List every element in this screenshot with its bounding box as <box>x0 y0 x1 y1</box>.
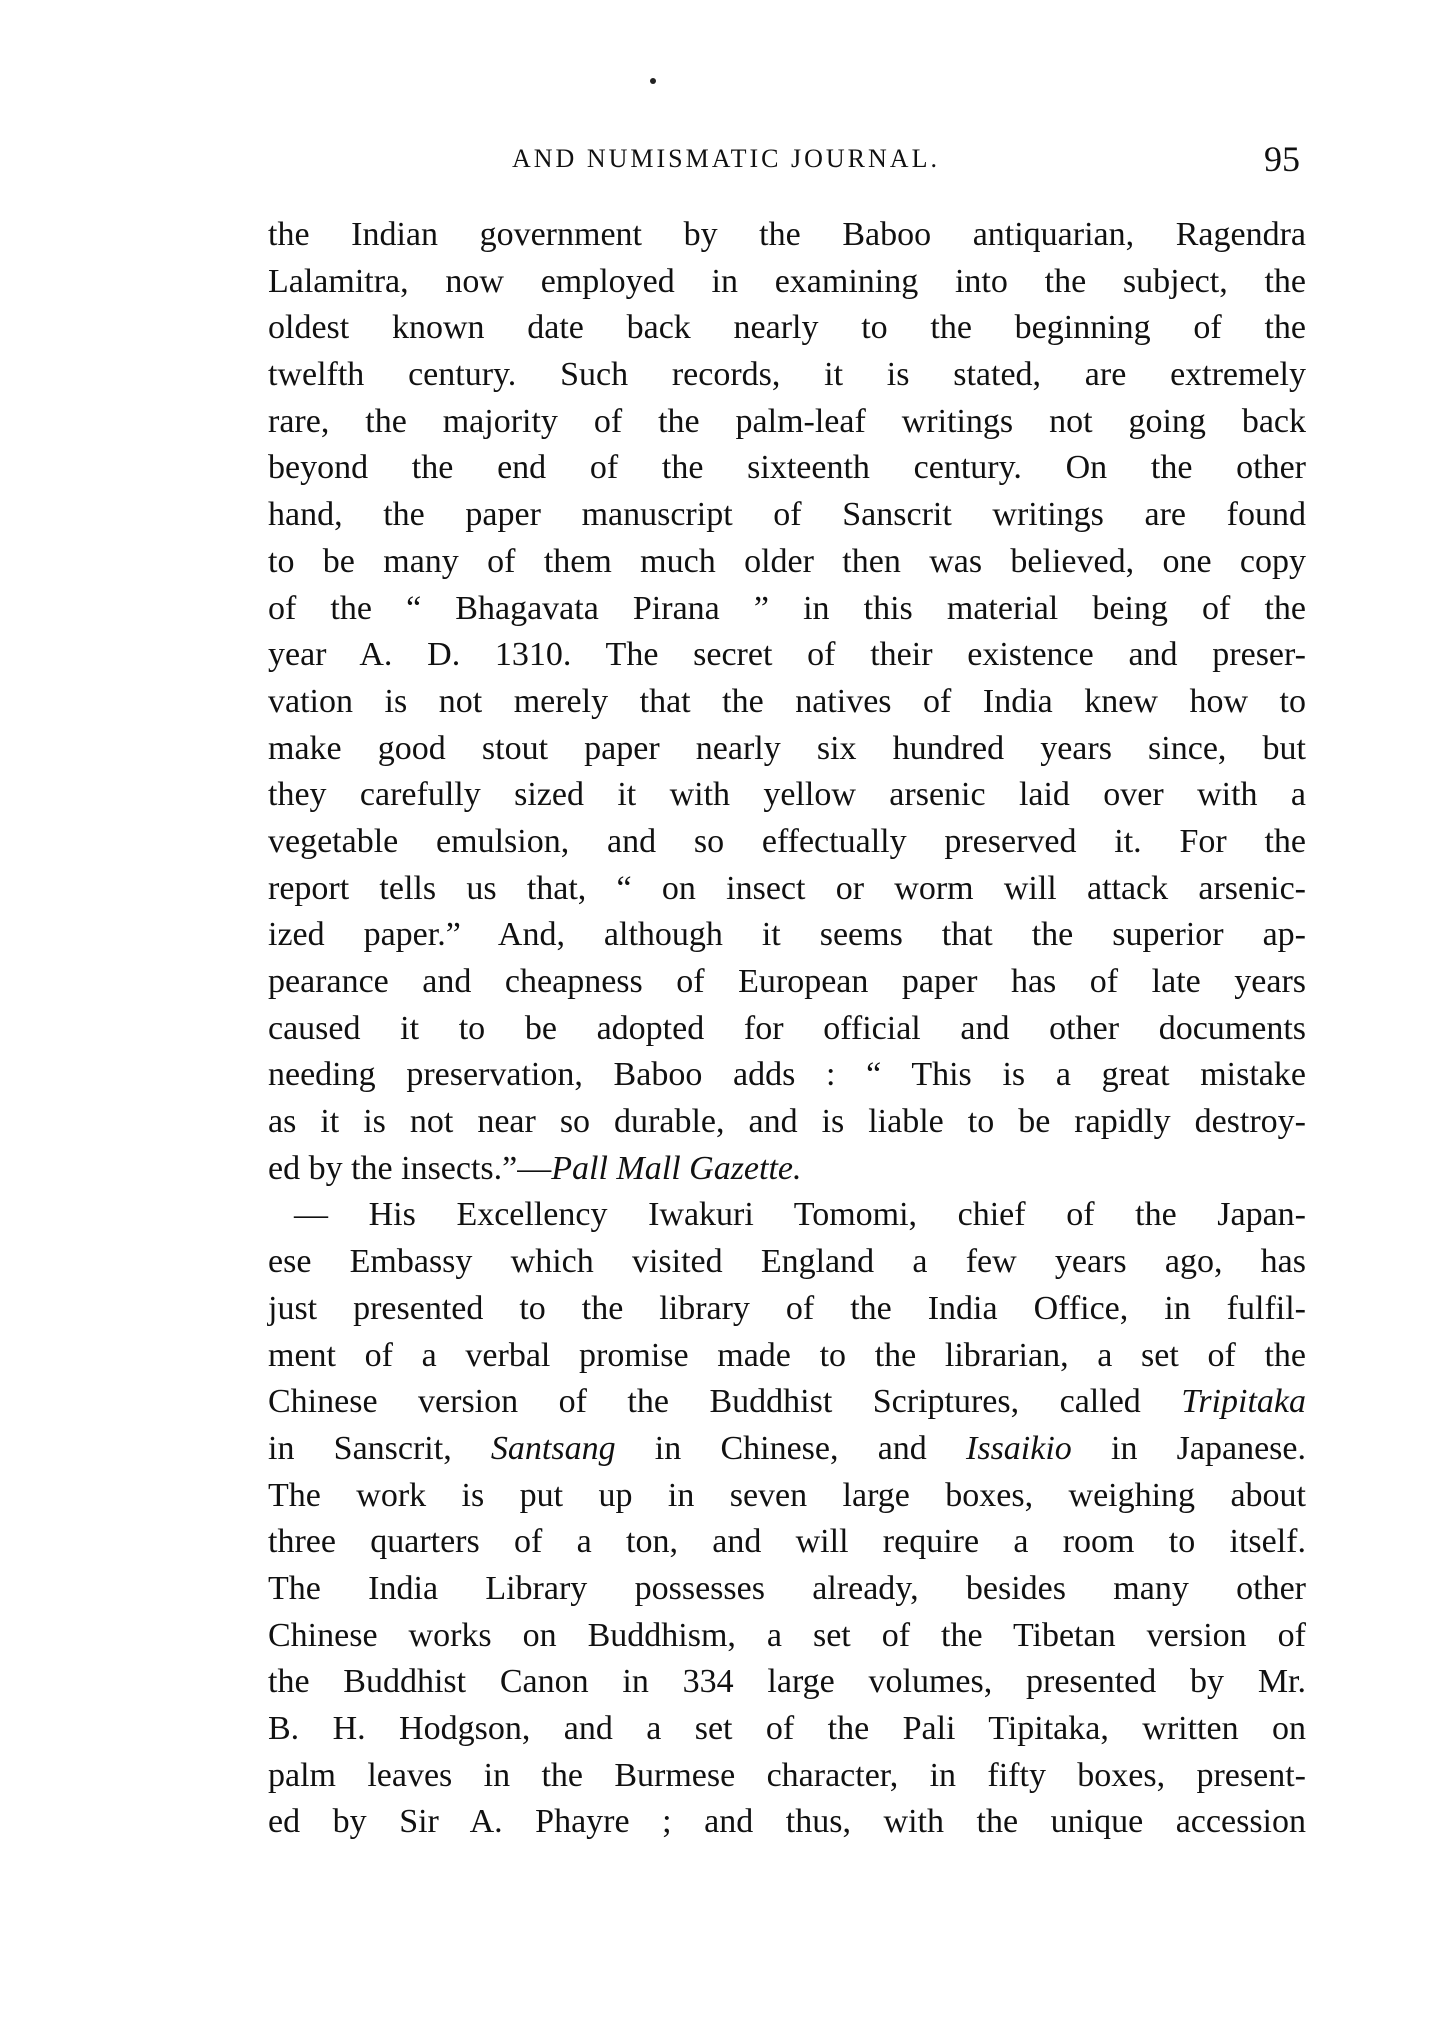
text-line: year A. D. 1310. The secret of their existence and preser- <box>268 636 1306 674</box>
text-line: just presented to the library of the India Office, in fulfil- <box>268 1289 1306 1327</box>
text-line: oldest known date back nearly to the beginning of the <box>268 309 1306 347</box>
text-line: hand, the paper manuscript of Sanscrit writings are found <box>268 496 1306 534</box>
text-line: palm leaves in the Burmese character, in fifty boxes, present- <box>268 1756 1306 1794</box>
text-line: ed by Sir A. Phayre ; and thus, with the unique accession <box>268 1803 1306 1841</box>
body-text <box>268 212 1306 1846</box>
text-line: as it is not near so durable, and is liable to be rapidly destroy- <box>268 1103 1306 1141</box>
running-head: AND NUMISMATIC JOURNAL. <box>512 144 940 173</box>
text-line: the Indian government by the Baboo antiquarian, Ragendra <box>268 216 1306 253</box>
text-line: pearance and cheapness of European paper has of late years <box>268 963 1306 1000</box>
sanskrit-term: Tripitaka <box>1181 1383 1306 1421</box>
text-line: The work is put up in seven large boxes, weighing about <box>268 1476 1306 1514</box>
chinese-term: Santsang <box>490 1429 616 1467</box>
text-fragment: in Japanese. <box>1071 1429 1306 1467</box>
text-line: three quarters of a ton, and will require a room to itself. <box>268 1523 1306 1561</box>
text-fragment: ed by the insects.”— <box>268 1149 552 1187</box>
page-header <box>268 138 1306 188</box>
japanese-term: Issaikio <box>966 1429 1072 1467</box>
text-fragment: in Sanscrit, <box>268 1429 491 1467</box>
text-line-with-terms <box>268 1426 1306 1473</box>
text-line: ese Embassy which visited England a few years ago, has <box>268 1243 1306 1281</box>
text-fragment: Chinese version of the Buddhist Scriptures, called <box>268 1383 1182 1421</box>
ink-speck <box>650 78 656 84</box>
text-line: caused it to be adopted for official and other documents <box>268 1009 1306 1047</box>
text-fragment: in Chinese, and <box>615 1429 967 1467</box>
text-line: vation is not merely that the natives of India knew how to <box>268 682 1306 720</box>
text-line: The India Library possesses already, besides many other <box>268 1569 1306 1607</box>
text-line: Lalamitra, now employed in examining into the subject, the <box>268 262 1306 300</box>
text-line: ized paper.” And, although it seems that the superior ap- <box>268 916 1306 954</box>
text-line: the Buddhist Canon in 334 large volumes, presented by Mr. <box>268 1663 1306 1701</box>
text-line: vegetable emulsion, and so effectually preserved it. For the <box>268 822 1306 860</box>
text-line: twelfth century. Such records, it is stated, are extremely <box>268 356 1306 394</box>
text-line: — His Excellency Iwakuri Tomomi, chief of the Japan- <box>294 1196 1306 1234</box>
text-line: B. H. Hodgson, and a set of the Pali Tipitaka, written on <box>268 1710 1306 1747</box>
text-line: needing preservation, Baboo adds : “ This is a great mistake <box>268 1056 1306 1094</box>
text-line: rare, the majority of the palm-leaf writings not going back <box>268 402 1306 440</box>
text-line: they carefully sized it with yellow arsenic laid over with a <box>268 776 1306 814</box>
text-line: to be many of them much older then was believed, one copy <box>268 542 1306 580</box>
text-line: beyond the end of the sixteenth century. On the other <box>268 449 1306 487</box>
text-line: make good stout paper nearly six hundred years since, but <box>268 729 1306 767</box>
text-line-with-term <box>268 1379 1306 1426</box>
text-line: of the “ Bhagavata Pirana ” in this material being of the <box>268 589 1306 627</box>
text-line-with-citation <box>268 1146 1306 1193</box>
text-line: report tells us that, “ on insect or worm will attack arsenic- <box>268 869 1306 907</box>
page-number: 95 <box>1264 139 1300 179</box>
text-line: ment of a verbal promise made to the librarian, a set of the <box>268 1336 1306 1374</box>
text-line: Chinese works on Buddhism, a set of the Tibetan version of <box>268 1616 1306 1654</box>
source-citation: Pall Mall Gazette. <box>551 1149 802 1187</box>
